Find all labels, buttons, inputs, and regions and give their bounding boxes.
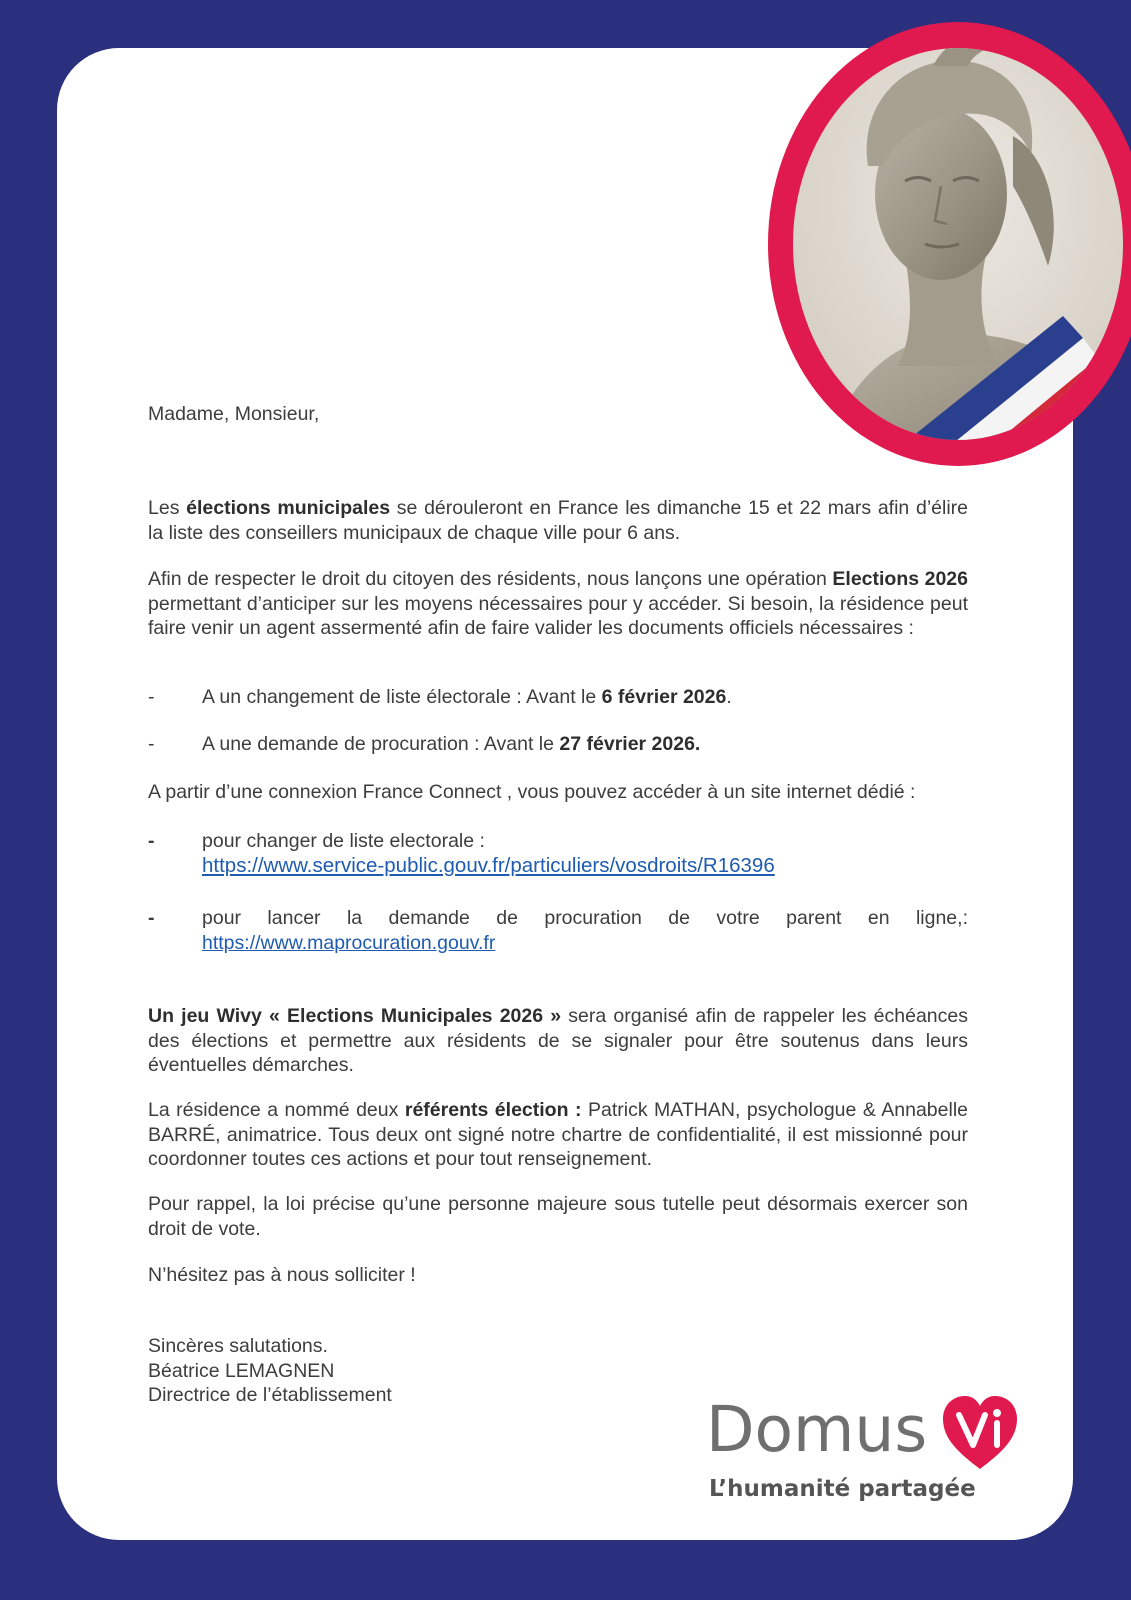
bullet-dash: - [148,830,155,852]
closing: Sincères salutations. [148,1335,328,1357]
deadline-text: A une demande de procuration : Avant le [202,733,560,755]
paragraph-elections [148,496,968,545]
paragraph-tutelle: Pour rappel, la loi précise qu’une personne majeure sous tutelle peut désormais exercer son droit de vote. [148,1193,968,1240]
link-description: pour lancer la demande de procuration de votre parent en ligne,: [202,907,968,929]
deadline-item [148,685,968,710]
bullet-dash: - [148,733,155,755]
deadline-date: 27 février 2026. [559,733,701,755]
link-item [148,906,968,955]
paragraph-solliciter: N’hésitez pas à nous solliciter ! [148,1264,416,1286]
paragraph-referents [148,1098,968,1172]
p1-bold: élections municipales [186,497,391,519]
heart-vi-icon [939,1393,1021,1473]
logo-tagline: L’humanité partagée [709,1476,976,1502]
p1-text-a: Les [148,497,187,519]
link-description: pour changer de liste electorale : [202,830,485,852]
p4-text-b: sera organisé afin de rappeler les échéances des élections et permettre aux résidents de se signaler pour être soutenus dans leurs éventuelles démarches. [148,1005,968,1076]
salutation: Madame, Monsieur, [148,403,320,425]
deadline-item [148,732,968,757]
paragraph-operation [148,567,968,641]
p2-text-a: Afin de respecter le droit du citoyen des résidents, nous lançons une opération [148,568,833,590]
paragraph-wivy-game [148,1004,968,1078]
p2-text-c: permettant d’anticiper sur les moyens nécessaires pour y accéder. Si besoin, la résidence peut faire venir un agent assermenté afin de faire valider les documents officiels nécessaires : [148,592,968,639]
service-public-link[interactable]: https://www.service-public.gouv.fr/particuliers/vosdroits/R16396 [202,853,775,877]
p4-bold: Un jeu Wivy « Elections Municipales 2026 » [148,1005,562,1027]
maprocuration-link[interactable]: https://www.maprocuration.gouv.fr [202,931,496,954]
bullet-dash: - [148,907,155,929]
domusvi-logo [706,1395,1026,1505]
deadline-text: A un changement de liste électorale : Avant le [202,686,602,708]
p5-bold: référents élection : [404,1099,582,1121]
signer-name: Béatrice LEMAGNEN [148,1359,335,1382]
p1-text-c: se dérouleront en France les dimanche 15 et 22 mars afin d’élire la liste des conseillers municipaux de chaque ville pour 6 ans. [148,497,968,544]
deadline-tail: . [726,686,732,708]
paragraph-france-connect: A partir d’une connexion France Connect , vous pouvez accéder à un site internet dédié : [148,781,916,803]
p2-bold: Elections 2026 [832,568,968,590]
deadline-date: 6 février 2026 [601,686,727,708]
p5-text-a: La résidence a nommé deux [148,1099,405,1121]
link-item [148,829,968,878]
p5-text-c: Patrick MATHAN, psychologue & Annabelle BARRÉ, animatrice. Tous deux ont signé notre chartre de confidentialité, il est missionné pour coordonner toutes ces actions et pour tout renseignement. [148,1099,969,1170]
signer-title: Directrice de l’établissement [148,1384,392,1406]
logo-wordmark: Domus [706,1393,928,1466]
bullet-dash: - [148,686,155,708]
